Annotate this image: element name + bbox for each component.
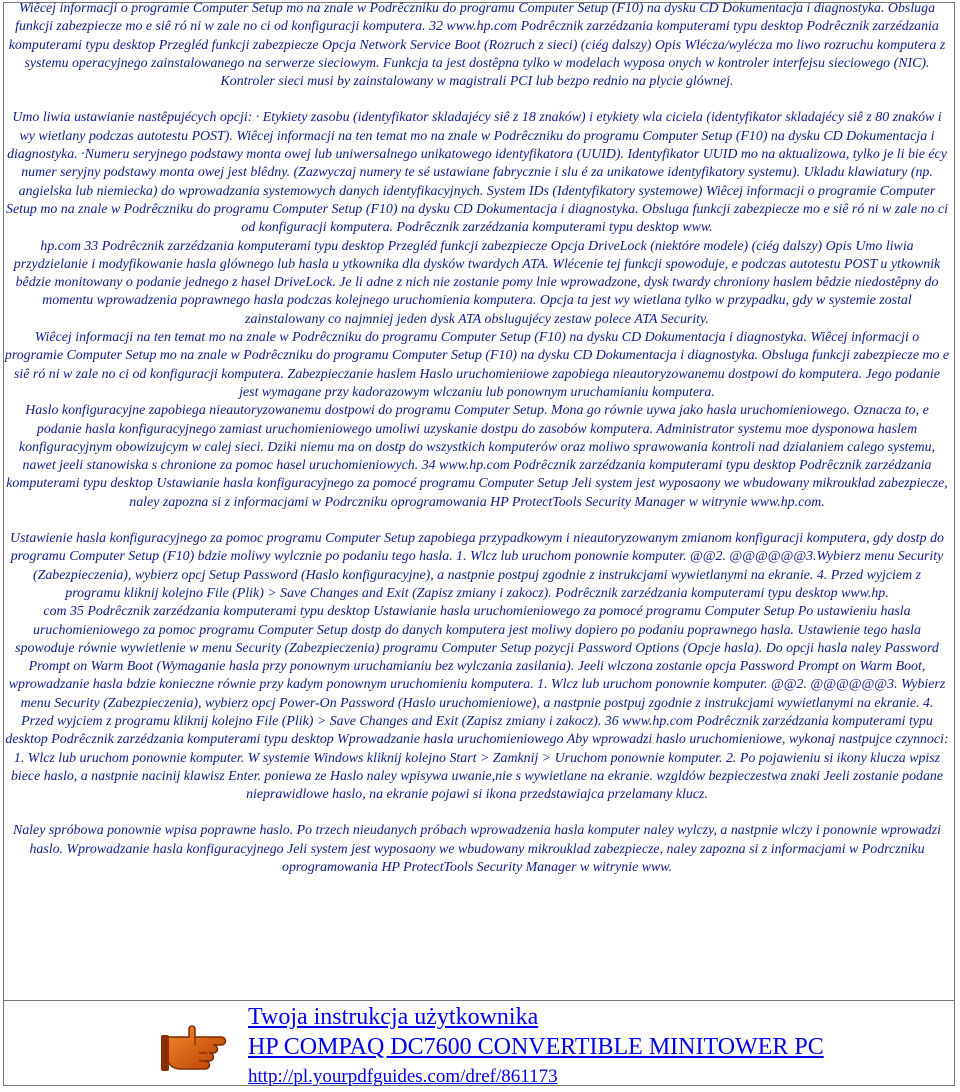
product-name-link[interactable]: HP COMPAQ DC7600 CONVERTIBLE MINITOWER PC [248, 1034, 824, 1060]
source-url-link[interactable]: http://pl.yourpdfguides.com/dref/861173 [248, 1066, 558, 1087]
manual-title-link[interactable]: Twoja instrukcja użytkownika [248, 1004, 539, 1030]
document-body [4, 0, 950, 1000]
paragraph: Wiêcej informacji o programie Computer Setup mo na znale w Podrêczniku do programu Computer Setup (F10) na dysku CD Dokumentacja i diagnostyka. Obsluga funkcji zabezpiecze mo e siê ró ni w zale no ci od konfiguracji komputera. 32 www.hp.com Podrêcznik zarzédzania komputerami typu desktop Podrêcznik zarzédzania komputerami typu desktop Przegléd funkcji zabezpiecze Opcja Network Service Boot (Rozruch z sieci) (ciég dalszy) Opis Wlécza/wylécza mo liwo rozruchu komputera z systemu operacyjnego zainstalowanego na serwerze sieciowym. Funkcja ta jest dostêpna tylko w modelach wyposa onych w kontroler interfejsu sieciowego (NIC). Kontroler sieci musi by zainstalowany w magistrali PCI lub bezpo rednio na plycie glównej. [8, 1, 946, 90]
paragraph: Naley spróbowa ponownie wpisa poprawne haslo. Po trzech nieudanych próbach wprowadzenia hasla komputer naley wylczy, a nastpnie wlczy i ponownie wprowadzi haslo. Wprowadzanie hasla konfiguracyjnego Jeli system jest wyposaony we wbudowany mikrouklad zabezpiecze, naley zapozna si z informacjami w Podrczniku oprogramowania HP ProtectTools Security Manager w witrynie www. [12, 823, 942, 876]
paragraph: Wiêcej informacji na ten temat mo na znale w Podrêczniku do programu Computer Setup (F10) na dysku CD Dokumentacja i diagnostyka. Wiêcej informacji o programie Computer Setup mo na znale w Podrêczniku do programu Computer Setup (F10) na dysku CD Dokumentacja i diagnostyka. Obsluga funkcji zabezpiecze mo e siê ró ni w zale no ci od konfiguracji komputera. Zabezpieczanie haslem Haslo uruchomieniowe zapobiega nieautoryzowanemu dostpowi do komputera. Jego podanie jest wymagane przy kadorazowym wlczaniu lub ponownym uruchamianiu komputera. [4, 330, 950, 400]
hand-pointer-icon [159, 1007, 235, 1083]
paragraph: com 35 Podrêcznik zarzédzania komputerami typu desktop Ustawianie hasla uruchomieniowego za pomocé programu Computer Setup Po ustawieniu hasla uruchomieniowego za pomoc programu Computer Setup dostp do danych komputera jest moliwy dopiero po podaniu poprawnego hasla. Ustawienie tego hasla spowoduje równie wywietlenie w menu Security (Zabezpieczenia) programu Computer Setup pozycji Password Options (Opcje hasla). Do opcji hasla naley Password Prompt on Warm Boot (Wymaganie hasla przy ponownym uruchamianiu bez wylczania zasilania). Jeeli wlczona zostanie opcja Password Prompt on Warm Boot, wprowadzanie hasla bdzie konieczne równie przy kadym ponownym uruchomieniu komputera. 1. Wlcz lub uruchom ponownie komputer. @@2. @@@@@@3. Wybierz menu Security (Zabezpieczenia), wybierz opcj Power-On Password (Haslo uruchomieniowe), a nastpnie postpuj zgodnie z instrukcjami wywietlanymi na ekranie. 4. Przed wyjciem z programu kliknij kolejno File (Plik) > Save Changes and Exit (Zapisz zmiany i zakocz). 36 www.hp.com Podrêcznik zarzédzania komputerami typu desktop Podrêcznik zarzédzania komputerami typu desktop Wprowadzanie hasla uruchomieniowego Aby wprowadzi haslo uruchomieniowe, wykonaj nastpujce czynnoci: 1. Wlcz lub uruchom ponownie komputer. W systemie Windows kliknij kolejno Start > Zamknij > Uruchom ponownie komputer. 2. Po pojawieniu si ikony klucza wpisz biece haslo, a nastpnie nacinij klawisz Enter. poniewa ze Haslo naley wpisywa uwanie,nie s wywietlane na ekranie. wzgldów bezpieczestwa znaki Jeeli zostanie podane nieprawidlowe haslo, na ekranie pojawi si ikona przedstawiajca przelamany klucz. [5, 604, 949, 803]
paragraph: Haslo konfiguracyjne zapobiega nieautoryzowanemu dostpowi do programu Computer Setup. Mona go równie uywa jako hasla uruchomieniowego. Oznacza to, e podanie hasla konfiguracyjnego zamiast uruchomieniowego umoliwi uzyskanie dostpu do zasobów komputera. Administrator systemu moe dysponowa haslem konfiguracyjnym obowizujcym w calej sieci. Dziki niemu ma on dostp do wszystkich komputerów oraz moliwo sprawowania kontroli nad dzialaniem calego systemu, nawet jeeli stanowiska s chronione za pomoc hasel uruchomieniowych. 34 www.hp.com Podrêcznik zarzédzania komputerami typu desktop Podrêcznik zarzédzania komputerami typu desktop Ustawianie hasla konfiguracyjnego za pomocé programu Computer Setup Jeli system jest wyposaony we wbudowany mikrouklad zabezpiecze, naley zapozna si z informacjami w Podrczniku oprogramowania HP ProtectTools Security Manager w witrynie www.hp.com. [6, 403, 948, 510]
footer [4, 1001, 954, 1085]
paragraph: hp.com 33 Podrêcznik zarzédzania komputerami typu desktop Przegléd funkcji zabezpiecze Opcja DriveLock (niektóre modele) (ciég dalszy) Opis Umo liwia przydzielanie i modyfikowanie hasla glównego lub hasla u ytkownika dla dysków twardych ATA. Wlécenie tej funkcji spowoduje, e podczas autotestu POST u ytkownik bêdzie monitowany o podanie jednego z hasel DriveLock. Je li adne z nich nie zostanie pomy lnie wprowadzone, dysk twardy chroniony haslem bêdzie niedostêpny do momentu wprowadzenia poprawnego hasla podczas kolejnego uruchomienia komputera. Opcja ta jest wy wietlana tylko w przypadku, gdy w systemie zostal zainstalowany co najmniej jeden dysk ATA obslugujécy zestaw polece ATA Security. [13, 238, 941, 327]
paragraph: Ustawienie hasla konfiguracyjnego za pomoc programu Computer Setup zapobiega przypadkowym i nieautoryzowanym zmianom konfiguracji komputera, gdy dostp do programu Computer Setup (F10) bdzie moliwy wylcznie po podaniu tego hasla. 1. Wlcz lub uruchom ponownie komputer. @@2. @@@@@@3.Wybierz menu Security (Zabezpieczenia), wybierz opcj Setup Password (Haslo konfiguracyjne), a nastpnie postpuj zgodnie z instrukcjami wywietlanymi na ekranie. 4. Przed wyjciem z programu kliknij kolejno File (Plik) > Save Changes and Exit (Zapisz zmiany i zakocz). Podrêcznik zarzédzania komputerami typu desktop www.hp. [10, 531, 944, 601]
paragraph: Umo liwia ustawianie nastêpujécych opcji: · Etykiety zasobu (identyfikator skladajécy siê z 18 znaków) i etykiety wla ciciela (identyfikator skladajécy siê z 80 znaków i wy wietlany podczas autotestu POST). Wiêcej informacji na ten temat mo na znale w Podrêczniku do programu Computer Setup (F10) na dysku CD Dokumentacja i diagnostyka. ·Numeru seryjnego podstawy monta owej lub uniwersalnego unikatowego identyfikatora (UUID). Identyfikator UUID mo na aktualizowa, tylko je li bie écy numer seryjny podstawy monta owej jest blêdny. (Zazwyczaj numery te sé ustawiane fabrycznie i slu é za unikatowe identyfikatory systemu). Ukladu klawiatury (np. angielska lub niemiecka) do wprowadzania systemowych danych identyfikacyjnych. System IDs (Identyfikatory systemowe) Wiêcej informacji o programie Computer Setup mo na znale w Podrêczniku do programu Computer Setup (F10) na dysku CD Dokumentacja i diagnostyka. Obsluga funkcji zabezpiecze mo e siê ró ni w zale no ci od konfiguracji komputera. Podrêcznik zarzédzania komputerami typu desktop www. [6, 110, 948, 236]
